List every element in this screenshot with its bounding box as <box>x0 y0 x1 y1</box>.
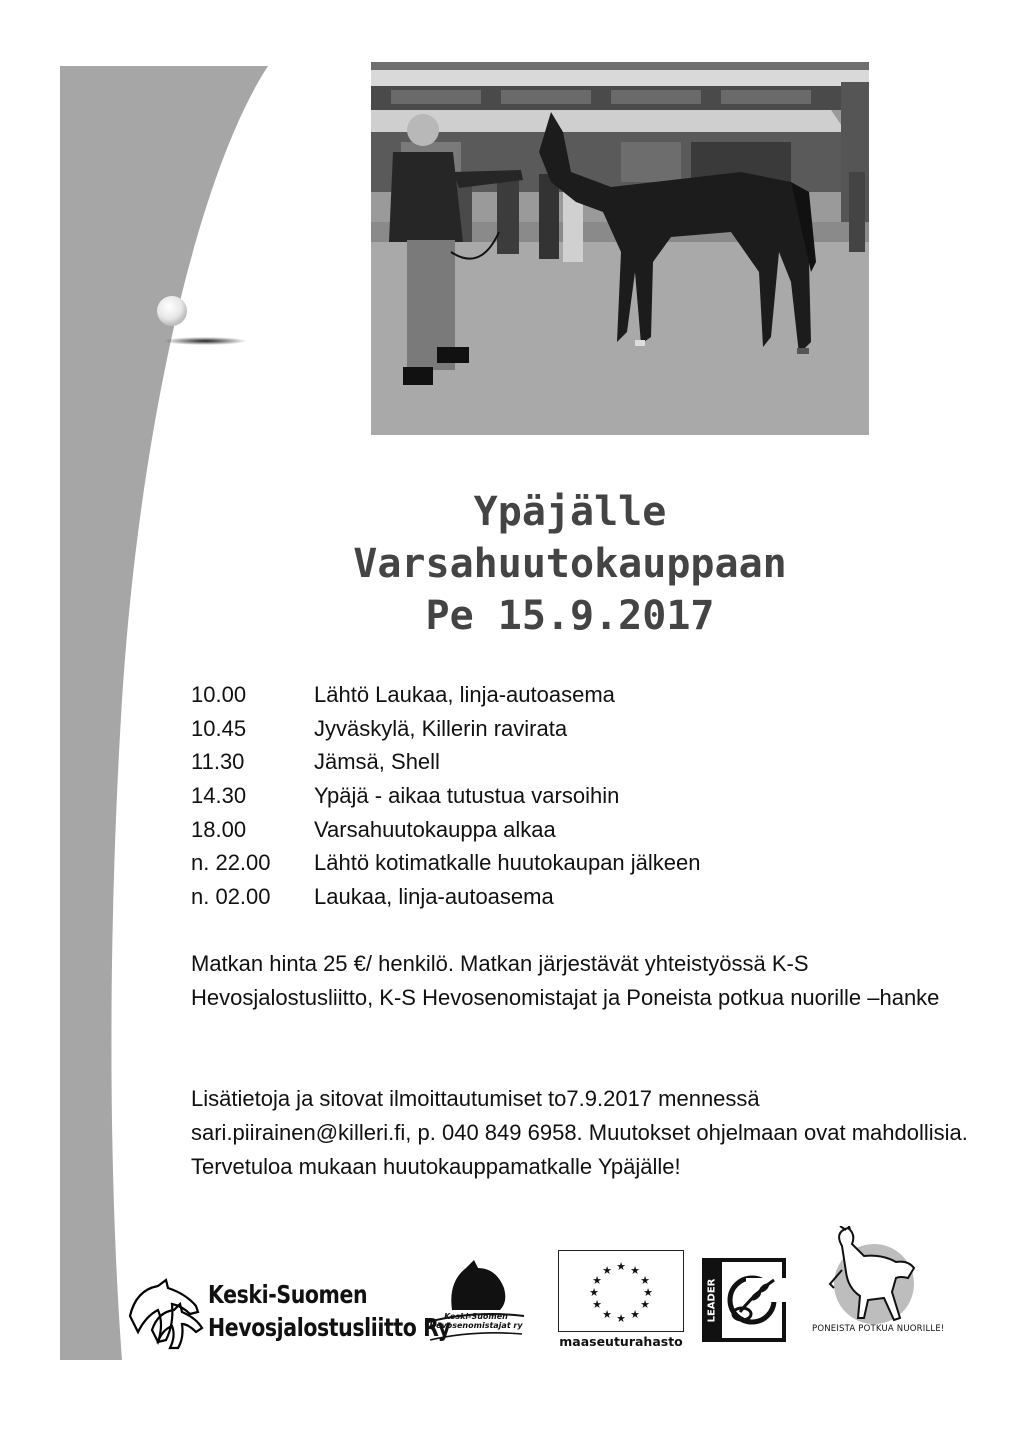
headline-line-1: Ypäjälle <box>473 489 667 535</box>
schedule-time: 18.00 <box>191 816 247 842</box>
schedule-row <box>191 779 951 813</box>
svg-text:★: ★ <box>643 1286 653 1299</box>
svg-text:★: ★ <box>640 1274 650 1287</box>
schedule-desc: Lähtö Laukaa, linja-autoasema <box>314 681 615 707</box>
schedule-desc: Ypäjä - aikaa tutustua varsoihin <box>314 782 620 808</box>
schedule-row <box>191 678 951 712</box>
horse-heads-icon <box>126 1276 206 1356</box>
poneista-potkua-logo <box>812 1226 945 1346</box>
schedule-row <box>191 745 951 779</box>
schedule-list <box>191 678 951 914</box>
svg-text:★: ★ <box>616 1312 626 1325</box>
svg-text:★: ★ <box>630 1264 640 1277</box>
schedule-row <box>191 846 951 880</box>
pony-caption: PONEISTA POTKUA NUORILLE! <box>812 1324 945 1334</box>
headline-line-3: Pe 15.9.2017 <box>425 593 715 639</box>
headline <box>300 486 840 642</box>
schedule-row <box>191 880 951 914</box>
price-paragraph: Matkan hinta 25 €/ henkilö. Matkan järjestävät yhteistyössä K-S Hevosjalostusliitto, K-S Hevosenomistajat ja Poneista potkua nuorille –hanke <box>191 951 940 1010</box>
kicking-pony-icon <box>812 1226 934 1326</box>
schedule-time: 11.30 <box>191 749 245 775</box>
schedule-desc: Laukaa, linja-autoasema <box>314 883 554 909</box>
leader-label: LEADER <box>706 1278 718 1322</box>
schedule-desc: Lähtö kotimatkalle huutokaupan jälkeen <box>314 850 701 876</box>
svg-text:★: ★ <box>616 1260 626 1273</box>
schedule-desc: Varsahuutokauppa alkaa <box>314 816 556 842</box>
ks-logo-text <box>208 1278 451 1344</box>
svg-text:★: ★ <box>640 1298 650 1311</box>
ks-hevosenomistajat-logo <box>424 1258 528 1342</box>
ks-hevosjalostusliitto-logo <box>126 1272 451 1358</box>
ks-logo-line-2: Hevosjalostusliitto Ry <box>208 1313 451 1342</box>
schedule-time: 10.00 <box>191 681 247 707</box>
schedule-row <box>191 813 951 847</box>
svg-text:★: ★ <box>602 1264 612 1277</box>
svg-text:★: ★ <box>592 1274 602 1287</box>
schedule-desc: Jämsä, Shell <box>314 749 440 775</box>
owners-logo-text <box>424 1312 528 1330</box>
schedule-time: 10.45 <box>191 715 247 741</box>
eu-maaseuturahasto-logo <box>556 1250 686 1350</box>
info-paragraph: Lisätietoja ja sitovat ilmoittautumiset to7.9.2017 mennessä sari.piirainen@killeri.fi, p. 040 849 6958. Muutokset ohjelmaan ovat mahdollisia. Tervetuloa mukaan huutokauppamatkalle Ypäjälle! <box>191 1086 968 1179</box>
svg-text:★: ★ <box>602 1308 612 1321</box>
eu-flag-box <box>558 1250 684 1332</box>
svg-text:★: ★ <box>630 1308 640 1321</box>
svg-text:★: ★ <box>592 1298 602 1311</box>
schedule-row <box>191 712 951 746</box>
headline-line-2: Varsahuutokauppaan <box>353 541 787 587</box>
owners-logo-line-2: Hevosenomistajat ry <box>429 1321 523 1330</box>
eu-caption: maaseuturahasto <box>559 1334 683 1349</box>
eu-stars-icon <box>559 1251 683 1331</box>
ks-logo-line-1: Keski-Suomen <box>208 1280 368 1309</box>
svg-text:★: ★ <box>589 1286 599 1299</box>
leader-logo <box>702 1258 786 1342</box>
schedule-time: n. 22.00 <box>191 850 271 876</box>
schedule-time: 14.30 <box>191 782 247 808</box>
horse-photo <box>371 62 869 435</box>
owners-logo-line-1: Keski-Suomen <box>444 1312 508 1321</box>
schedule-time: n. 02.00 <box>191 883 271 909</box>
schedule-desc: Jyväskylä, Killerin ravirata <box>314 715 568 741</box>
